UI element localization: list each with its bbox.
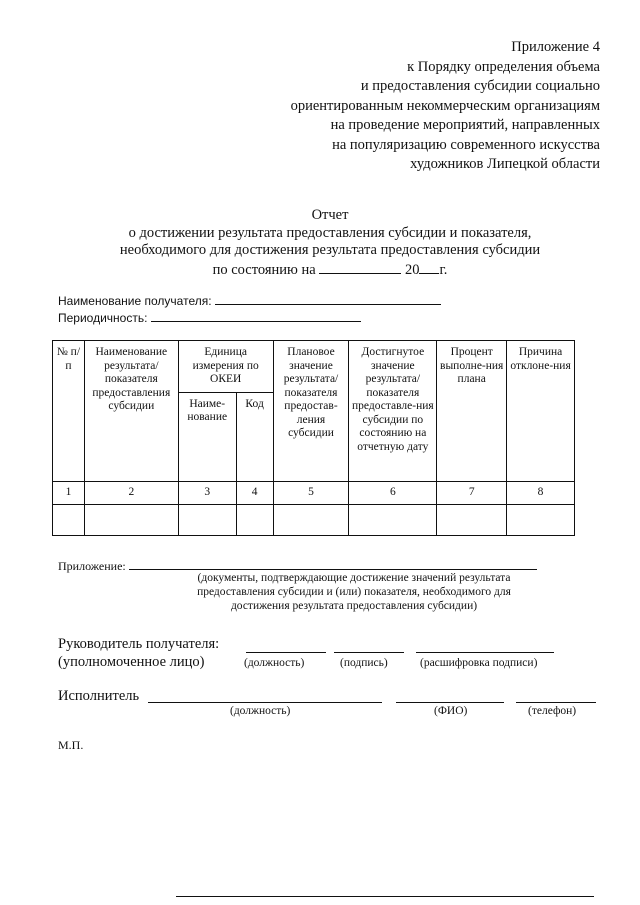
appendix-line: на проведение мероприятий, направленных bbox=[330, 117, 600, 133]
date-prefix: по состоянию на bbox=[212, 261, 316, 278]
executor-fio-line[interactable] bbox=[396, 702, 504, 703]
recipient-field bbox=[58, 293, 441, 308]
recipient-input[interactable] bbox=[215, 293, 441, 305]
period-field bbox=[58, 310, 361, 325]
attachment-label: Приложение: bbox=[58, 559, 126, 573]
period-label: Периодичность: bbox=[58, 311, 148, 325]
executor-position-line[interactable] bbox=[148, 702, 382, 703]
date-suffix: г. bbox=[439, 261, 448, 278]
header-planned: Плановое значение результата/ показателя предостав-ления субсидии bbox=[273, 341, 349, 482]
recipient-label: Наименование получателя: bbox=[58, 294, 212, 308]
head-position-line[interactable] bbox=[246, 652, 326, 653]
bottom-rule bbox=[176, 896, 594, 897]
attachment-note-line: достижения результата предоставления субсидии) bbox=[230, 600, 478, 612]
period-input[interactable] bbox=[151, 310, 361, 322]
report-subtitle-line: необходимого для достижения результата предоставления субсидии bbox=[119, 242, 541, 258]
fio-caption: (ФИО) bbox=[434, 705, 468, 717]
header-result-name: Наименование результата/ показателя предоставления субсидии bbox=[84, 341, 178, 482]
data-cell[interactable] bbox=[507, 504, 575, 535]
data-cell[interactable] bbox=[273, 504, 349, 535]
signature-caption: (подпись) bbox=[340, 657, 388, 669]
column-number: 8 bbox=[507, 481, 575, 504]
attachment-note-line: (документы, подтверждающие достижение значений результата bbox=[197, 572, 511, 584]
header-reason: Причина отклоне-ния bbox=[507, 341, 575, 482]
data-cell[interactable] bbox=[84, 504, 178, 535]
column-number: 5 bbox=[273, 481, 349, 504]
attachment-note bbox=[120, 571, 588, 613]
header-unit-name: Наиме-нование bbox=[178, 392, 236, 481]
report-title: Отчет bbox=[311, 207, 349, 223]
decode-caption: (расшифровка подписи) bbox=[420, 657, 538, 669]
report-title-block bbox=[80, 207, 580, 279]
column-number: 6 bbox=[349, 481, 437, 504]
header-percent: Процент выполне-ния плана bbox=[437, 341, 507, 482]
position-caption: (должность) bbox=[244, 657, 305, 669]
head-decode-line[interactable] bbox=[416, 652, 554, 653]
header-num: № п/п bbox=[53, 341, 85, 482]
attachment-note-line: предоставления субсидии и (или) показателя, необходимого для bbox=[197, 586, 511, 598]
column-number: 1 bbox=[53, 481, 85, 504]
executor-position-caption: (должность) bbox=[230, 705, 291, 717]
column-number: 2 bbox=[84, 481, 178, 504]
column-number: 4 bbox=[236, 481, 273, 504]
data-cell[interactable] bbox=[178, 504, 236, 535]
stamp-place: М.П. bbox=[58, 738, 84, 752]
authorized-label: (уполномоченное лицо) bbox=[58, 654, 205, 670]
appendix-line: к Порядку определения объема bbox=[407, 58, 600, 75]
data-cell[interactable] bbox=[236, 504, 273, 535]
date-blank[interactable] bbox=[319, 260, 401, 274]
data-cell[interactable] bbox=[437, 504, 507, 535]
year-blank[interactable] bbox=[419, 260, 439, 274]
report-subtitle-line: о достижении результата предоставления субсидии и показателя, bbox=[128, 224, 532, 241]
data-row bbox=[53, 504, 575, 535]
executor-phone-line[interactable] bbox=[516, 702, 596, 703]
phone-caption: (телефон) bbox=[528, 705, 577, 717]
column-number: 7 bbox=[437, 481, 507, 504]
report-table bbox=[52, 340, 575, 536]
date-year: 20 bbox=[404, 261, 420, 278]
report-date-line bbox=[80, 260, 580, 280]
attachment-input[interactable] bbox=[129, 558, 537, 570]
column-number: 3 bbox=[178, 481, 236, 504]
head-label: Руководитель получателя: bbox=[58, 636, 220, 652]
head-signature-line[interactable] bbox=[334, 652, 404, 653]
column-number-row bbox=[53, 481, 575, 504]
appendix-line: ориентированным некоммерческим организациям bbox=[290, 97, 600, 114]
appendix-line: художников Липецкой области bbox=[410, 156, 600, 172]
data-cell[interactable] bbox=[349, 504, 437, 535]
data-cell[interactable] bbox=[53, 504, 85, 535]
header-unit-code: Код bbox=[236, 392, 273, 481]
appendix-line: и предоставления субсидии социально bbox=[360, 78, 600, 94]
executor-label: Исполнитель bbox=[58, 688, 140, 704]
appendix-header bbox=[180, 38, 600, 175]
appendix-line: на популяризацию современного искусства bbox=[332, 136, 600, 153]
header-unit: Единица измерения по ОКЕИ bbox=[178, 341, 273, 393]
header-achieved: Достигнутое значение результата/ показателя предоставле-ния субсидии по состоянию на отчетную дату bbox=[349, 341, 437, 482]
header-row bbox=[53, 341, 575, 393]
appendix-line: Приложение 4 bbox=[511, 39, 600, 55]
